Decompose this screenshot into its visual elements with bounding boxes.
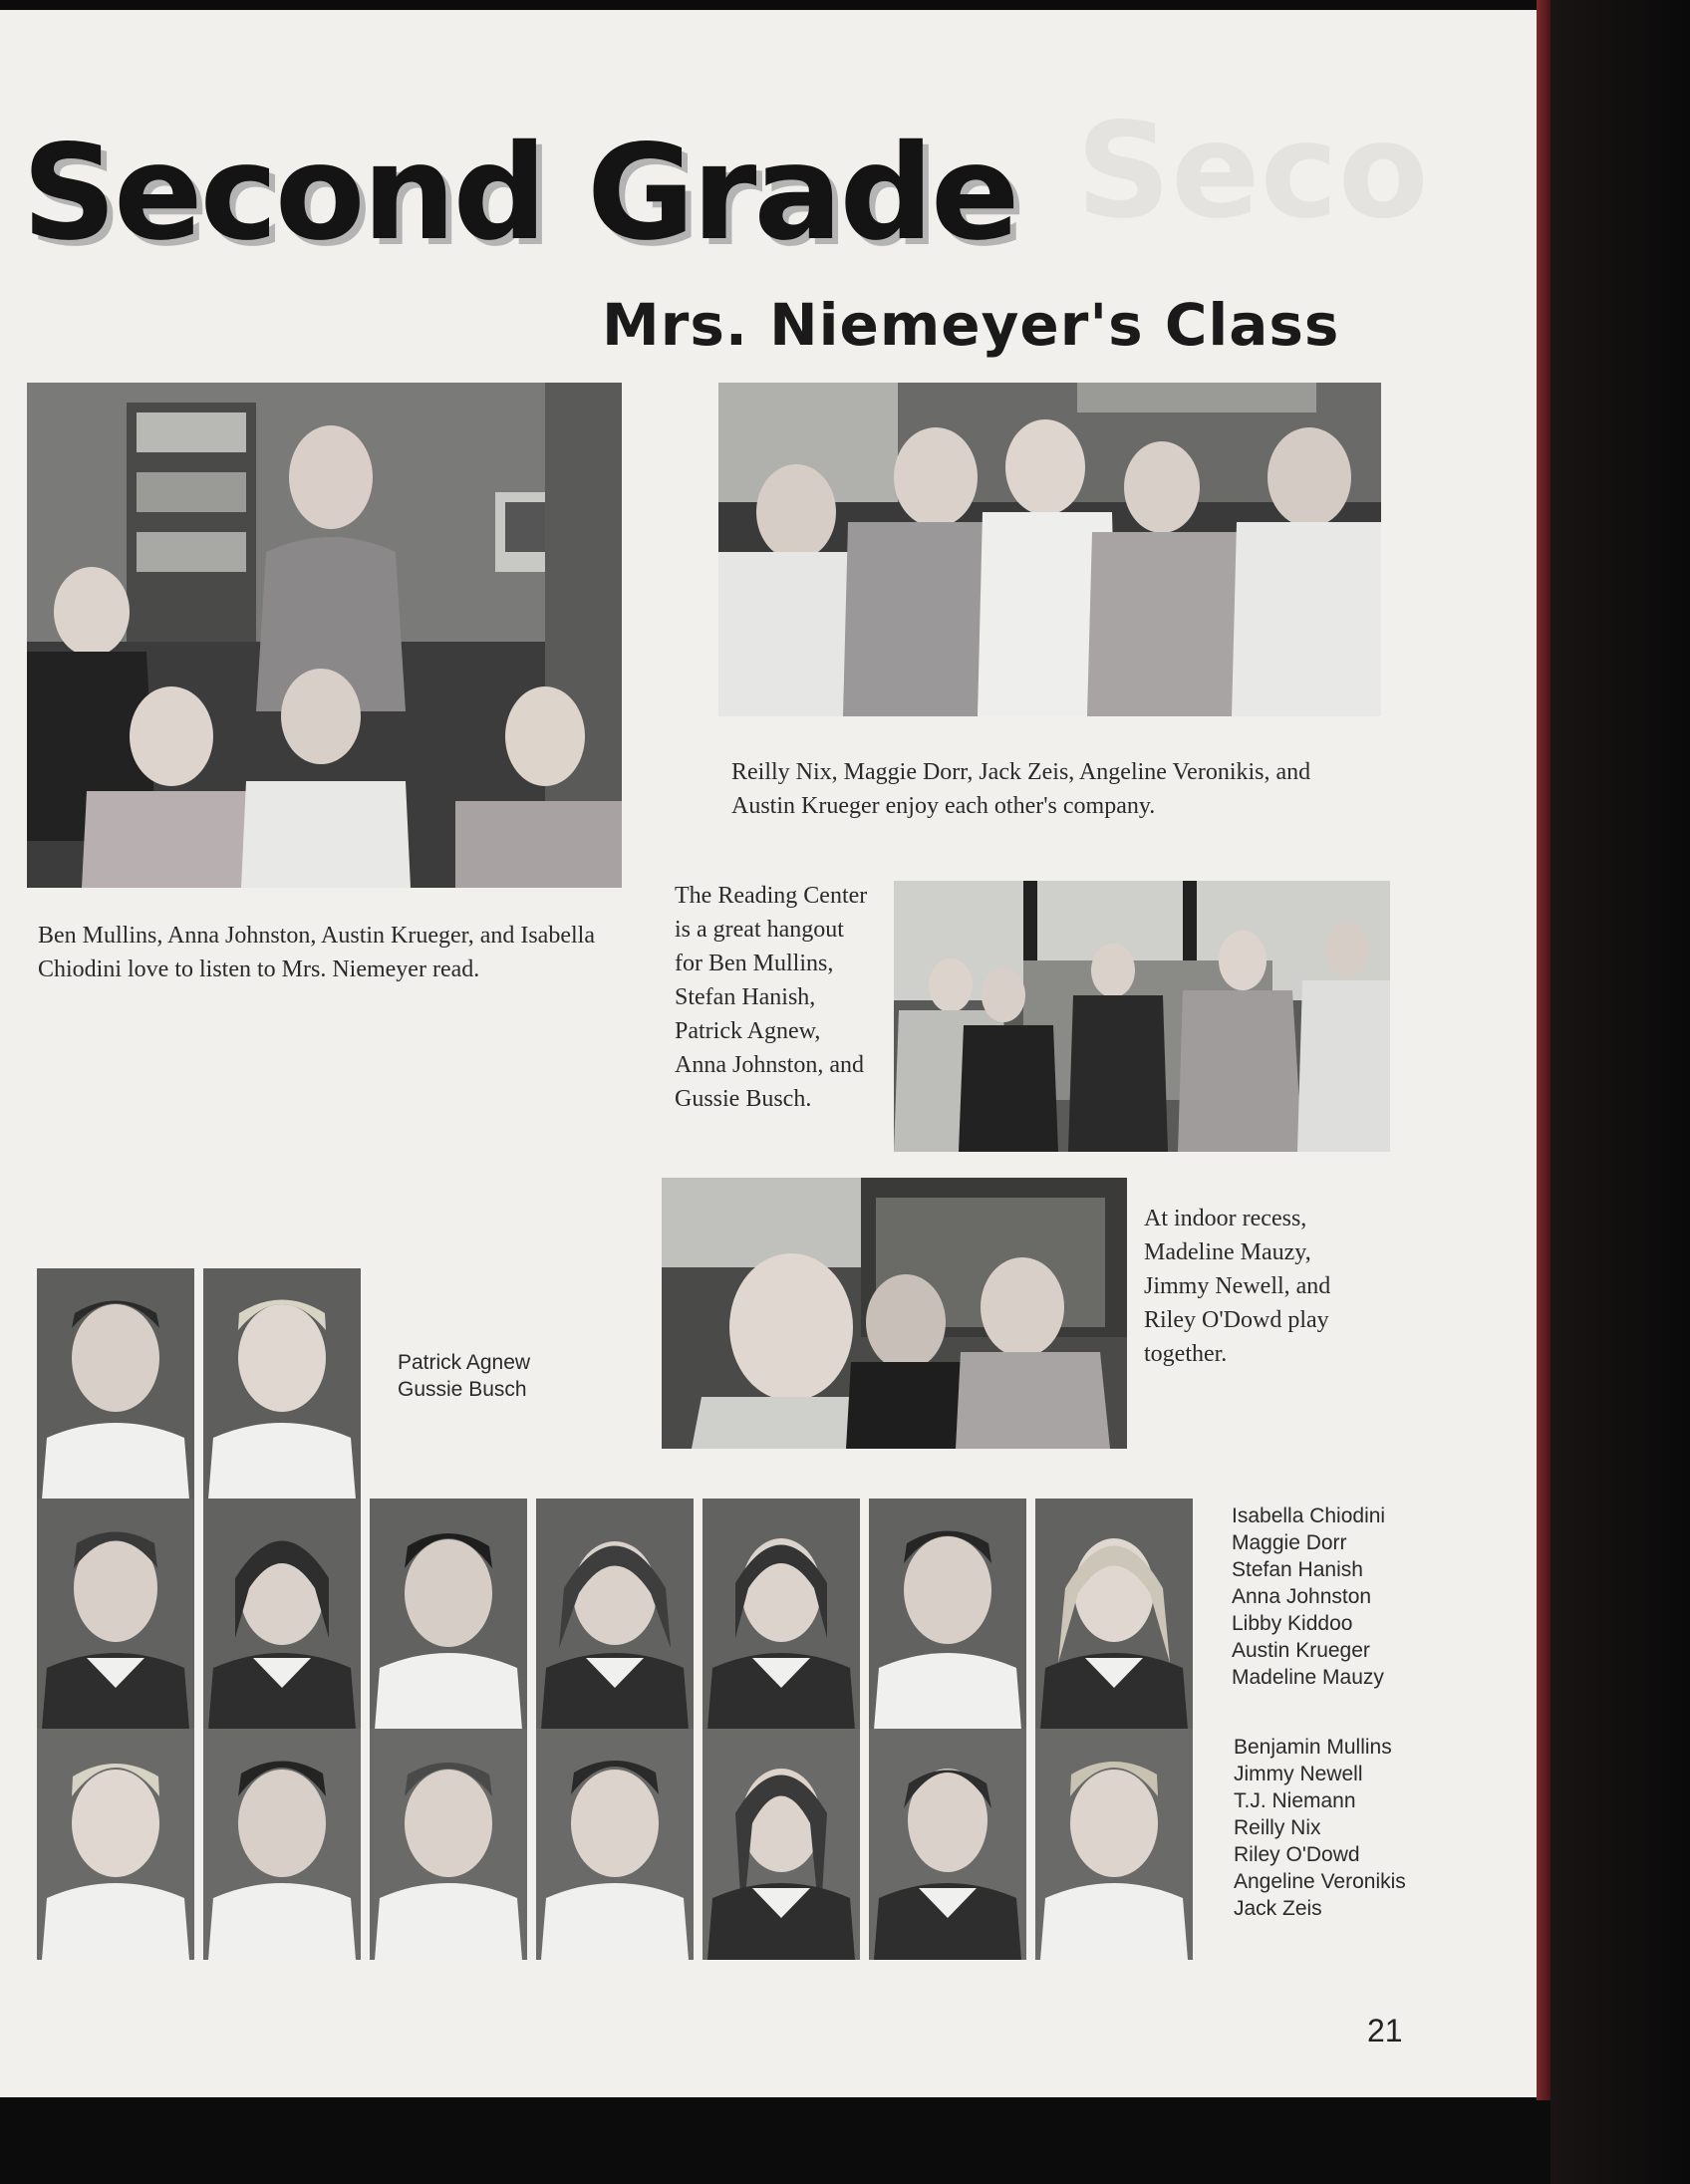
portrait-names-row-3 bbox=[1234, 1734, 1406, 1922]
portrait-benjamin-mullins bbox=[37, 1729, 194, 1960]
portrait-stefan-hanish bbox=[370, 1499, 527, 1730]
caption-reading-center: The Reading Center is a great hangout for Ben Mullins, Stefan Hanish, Patrick Agnew, Anna Johnston, and Gussie Busch. bbox=[675, 883, 868, 1112]
student-name: Gussie Busch bbox=[398, 1378, 527, 1401]
student-name: Riley O'Dowd bbox=[1234, 1843, 1360, 1866]
photo-reading-center bbox=[894, 881, 1390, 1152]
student-name: T.J. Niemann bbox=[1234, 1789, 1356, 1812]
portrait-maggie-dorr bbox=[203, 1499, 361, 1730]
portrait-isabella-chiodini bbox=[37, 1499, 194, 1730]
caption-indoor-recess: At indoor recess, Madeline Mauzy, Jimmy Newell, and Riley O'Dowd play together. bbox=[1144, 1206, 1331, 1367]
student-name: Maggie Dorr bbox=[1232, 1531, 1347, 1554]
class-subtitle: Mrs. Niemeyer's Class bbox=[602, 291, 1340, 359]
portrait-reilly-nix bbox=[536, 1729, 694, 1960]
portrait-libby-kiddoo bbox=[703, 1499, 860, 1730]
photo-reading-corner bbox=[27, 383, 622, 888]
portrait-names-row-1 bbox=[398, 1349, 530, 1403]
portrait-tj-niemann bbox=[370, 1729, 527, 1960]
student-name: Stefan Hanish bbox=[1232, 1558, 1363, 1581]
student-name: Reilly Nix bbox=[1234, 1816, 1321, 1839]
portrait-jimmy-newell bbox=[203, 1729, 361, 1960]
student-name: Benjamin Mullins bbox=[1234, 1736, 1392, 1759]
photo-group-hug bbox=[718, 383, 1381, 716]
page-edge bbox=[1537, 0, 1550, 2100]
portrait-names-row-2 bbox=[1232, 1502, 1385, 1691]
student-name: Anna Johnston bbox=[1232, 1585, 1372, 1608]
caption-reading-corner: Ben Mullins, Anna Johnston, Austin Krueger, and Isabella Chiodini love to listen to Mrs. Niemeyer read. bbox=[38, 923, 595, 982]
student-name: Madeline Mauzy bbox=[1232, 1666, 1384, 1689]
portrait-madeline-mauzy bbox=[1035, 1499, 1193, 1730]
student-name: Libby Kiddoo bbox=[1232, 1612, 1353, 1635]
portrait-jack-zeis bbox=[1035, 1729, 1193, 1960]
student-name: Isabella Chiodini bbox=[1232, 1504, 1386, 1527]
photo-indoor-recess bbox=[662, 1178, 1127, 1449]
show-through-text: Seco bbox=[1076, 95, 1429, 248]
book-binding bbox=[1550, 0, 1690, 2184]
student-name: Jack Zeis bbox=[1234, 1897, 1322, 1920]
portrait-riley-odowd bbox=[703, 1729, 860, 1960]
student-name: Angeline Veronikis bbox=[1234, 1870, 1406, 1893]
student-name: Austin Krueger bbox=[1232, 1639, 1370, 1662]
portrait-gussie-busch bbox=[203, 1268, 361, 1500]
page-title: Second Grade bbox=[22, 117, 1017, 270]
student-name: Patrick Agnew bbox=[398, 1351, 531, 1374]
yearbook-page bbox=[0, 10, 1537, 2097]
portrait-anna-johnston bbox=[536, 1499, 694, 1730]
student-name: Jimmy Newell bbox=[1234, 1763, 1363, 1785]
portrait-angeline-veronikis bbox=[869, 1729, 1026, 1960]
page-number: 21 bbox=[1367, 2013, 1403, 2048]
caption-group-hug: Reilly Nix, Maggie Dorr, Jack Zeis, Angeline Veronikis, and Austin Krueger enjoy each other's company. bbox=[731, 759, 1311, 819]
portrait-patrick-agnew bbox=[37, 1268, 194, 1500]
portrait-austin-krueger bbox=[869, 1499, 1026, 1730]
